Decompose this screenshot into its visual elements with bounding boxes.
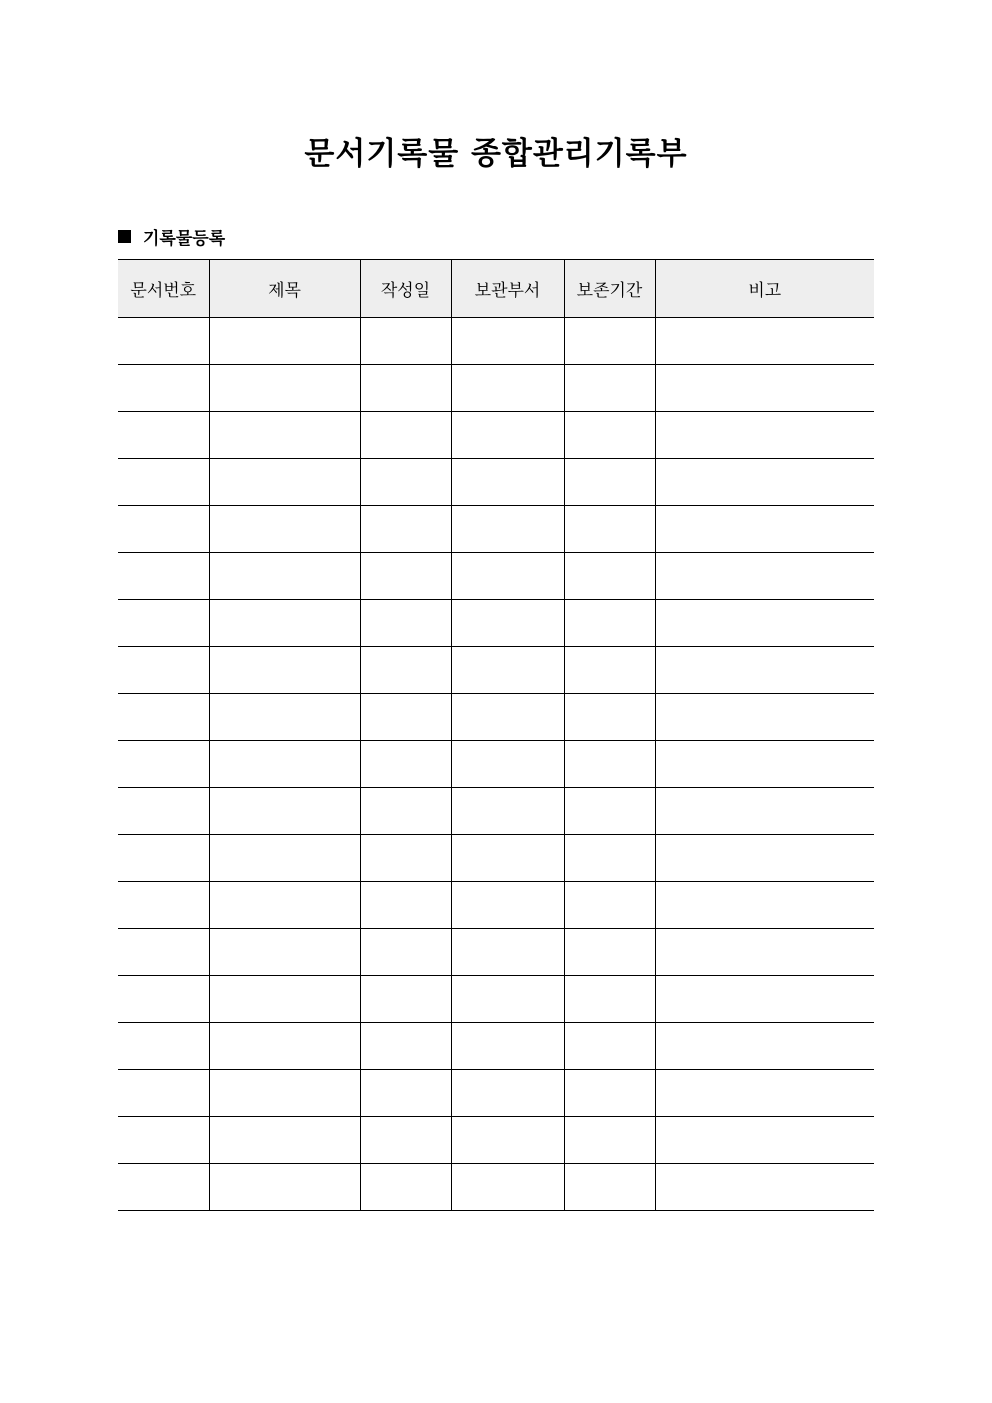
department-cell[interactable] — [451, 976, 564, 1023]
remarks-cell[interactable] — [655, 976, 874, 1023]
doc-number-cell[interactable] — [118, 506, 209, 553]
column-header-remarks: 비고 — [655, 260, 874, 318]
date-cell[interactable] — [360, 506, 451, 553]
retention-period-cell[interactable] — [564, 882, 655, 929]
doc-number-cell[interactable] — [118, 1023, 209, 1070]
retention-period-cell[interactable] — [564, 1023, 655, 1070]
doc-number-cell[interactable] — [118, 788, 209, 835]
title-cell[interactable] — [209, 929, 360, 976]
title-cell[interactable] — [209, 835, 360, 882]
table-row — [118, 1023, 874, 1070]
table-row — [118, 882, 874, 929]
table-row — [118, 365, 874, 412]
page-title: 문서기록물 종합관리기록부 — [304, 136, 688, 172]
retention-period-cell[interactable] — [564, 1164, 655, 1211]
doc-number-cell[interactable] — [118, 412, 209, 459]
doc-number-cell[interactable] — [118, 1117, 209, 1164]
doc-number-cell[interactable] — [118, 459, 209, 506]
square-bullet-icon — [118, 230, 131, 243]
remarks-cell[interactable] — [655, 1070, 874, 1117]
section-heading — [118, 222, 225, 250]
doc-number-cell[interactable] — [118, 882, 209, 929]
section-heading-label: 기록물등록 — [143, 228, 226, 249]
table-row — [118, 553, 874, 600]
remarks-cell[interactable] — [655, 741, 874, 788]
retention-period-cell[interactable] — [564, 318, 655, 365]
title-cell[interactable] — [209, 1117, 360, 1164]
date-cell[interactable] — [360, 318, 451, 365]
retention-period-cell[interactable] — [564, 553, 655, 600]
department-cell[interactable] — [451, 365, 564, 412]
remarks-cell[interactable] — [655, 1023, 874, 1070]
retention-period-cell[interactable] — [564, 835, 655, 882]
title-cell[interactable] — [209, 1164, 360, 1211]
column-header-title: 제목 — [209, 260, 360, 318]
remarks-cell[interactable] — [655, 412, 874, 459]
department-cell[interactable] — [451, 741, 564, 788]
remarks-cell[interactable] — [655, 365, 874, 412]
department-cell[interactable] — [451, 1070, 564, 1117]
retention-period-cell[interactable] — [564, 694, 655, 741]
retention-period-cell[interactable] — [564, 929, 655, 976]
retention-period-cell[interactable] — [564, 741, 655, 788]
department-cell[interactable] — [451, 835, 564, 882]
table-row — [118, 788, 874, 835]
remarks-cell[interactable] — [655, 882, 874, 929]
department-cell[interactable] — [451, 647, 564, 694]
department-cell[interactable] — [451, 600, 564, 647]
table-row — [118, 976, 874, 1023]
table-row — [118, 459, 874, 506]
table-row — [118, 1164, 874, 1211]
department-cell[interactable] — [451, 318, 564, 365]
date-cell[interactable] — [360, 882, 451, 929]
remarks-cell[interactable] — [655, 506, 874, 553]
date-cell[interactable] — [360, 553, 451, 600]
title-cell[interactable] — [209, 976, 360, 1023]
records-table — [118, 259, 874, 1211]
title-cell[interactable] — [209, 600, 360, 647]
table-row — [118, 318, 874, 365]
date-cell[interactable] — [360, 694, 451, 741]
retention-period-cell[interactable] — [564, 1070, 655, 1117]
remarks-cell[interactable] — [655, 694, 874, 741]
table-row — [118, 506, 874, 553]
department-cell[interactable] — [451, 788, 564, 835]
doc-number-cell[interactable] — [118, 1164, 209, 1211]
remarks-cell[interactable] — [655, 600, 874, 647]
department-cell[interactable] — [451, 929, 564, 976]
title-cell[interactable] — [209, 318, 360, 365]
department-cell[interactable] — [451, 694, 564, 741]
title-cell[interactable] — [209, 553, 360, 600]
title-cell[interactable] — [209, 365, 360, 412]
department-cell[interactable] — [451, 459, 564, 506]
title-cell[interactable] — [209, 1070, 360, 1117]
doc-number-cell[interactable] — [118, 318, 209, 365]
date-cell[interactable] — [360, 1070, 451, 1117]
remarks-cell[interactable] — [655, 788, 874, 835]
table-row — [118, 741, 874, 788]
table-row — [118, 929, 874, 976]
date-cell[interactable] — [360, 835, 451, 882]
title-cell[interactable] — [209, 459, 360, 506]
retention-period-cell[interactable] — [564, 788, 655, 835]
retention-period-cell[interactable] — [564, 412, 655, 459]
remarks-cell[interactable] — [655, 318, 874, 365]
doc-number-cell[interactable] — [118, 600, 209, 647]
remarks-cell[interactable] — [655, 835, 874, 882]
remarks-cell[interactable] — [655, 1164, 874, 1211]
department-cell[interactable] — [451, 553, 564, 600]
remarks-cell[interactable] — [655, 459, 874, 506]
date-cell[interactable] — [360, 976, 451, 1023]
column-header-doc-number: 문서번호 — [118, 260, 209, 318]
doc-number-cell[interactable] — [118, 553, 209, 600]
date-cell[interactable] — [360, 929, 451, 976]
column-header-retention-period: 보존기간 — [564, 260, 655, 318]
column-header-date: 작성일 — [360, 260, 451, 318]
department-cell[interactable] — [451, 882, 564, 929]
title-cell[interactable] — [209, 741, 360, 788]
doc-number-cell[interactable] — [118, 835, 209, 882]
table-row — [118, 1070, 874, 1117]
title-cell[interactable] — [209, 1023, 360, 1070]
date-cell[interactable] — [360, 459, 451, 506]
retention-period-cell[interactable] — [564, 1117, 655, 1164]
department-cell[interactable] — [451, 412, 564, 459]
table-row — [118, 694, 874, 741]
remarks-cell[interactable] — [655, 553, 874, 600]
title-cell[interactable] — [209, 788, 360, 835]
table-row — [118, 835, 874, 882]
doc-number-cell[interactable] — [118, 1070, 209, 1117]
remarks-cell[interactable] — [655, 647, 874, 694]
title-cell[interactable] — [209, 412, 360, 459]
table-row — [118, 1117, 874, 1164]
retention-period-cell[interactable] — [564, 647, 655, 694]
retention-period-cell[interactable] — [564, 365, 655, 412]
title-cell[interactable] — [209, 882, 360, 929]
retention-period-cell[interactable] — [564, 600, 655, 647]
department-cell[interactable] — [451, 1023, 564, 1070]
department-cell[interactable] — [451, 506, 564, 553]
date-cell[interactable] — [360, 1164, 451, 1211]
date-cell[interactable] — [360, 600, 451, 647]
remarks-cell[interactable] — [655, 929, 874, 976]
department-cell[interactable] — [451, 1164, 564, 1211]
date-cell[interactable] — [360, 647, 451, 694]
table-row — [118, 647, 874, 694]
table-header-row — [118, 260, 874, 318]
date-cell[interactable] — [360, 788, 451, 835]
date-cell[interactable] — [360, 412, 451, 459]
retention-period-cell[interactable] — [564, 976, 655, 1023]
table-row — [118, 412, 874, 459]
department-cell[interactable] — [451, 1117, 564, 1164]
title-cell[interactable] — [209, 647, 360, 694]
column-header-department: 보관부서 — [451, 260, 564, 318]
title-cell[interactable] — [209, 506, 360, 553]
doc-number-cell[interactable] — [118, 365, 209, 412]
doc-number-cell[interactable] — [118, 929, 209, 976]
date-cell[interactable] — [360, 741, 451, 788]
retention-period-cell[interactable] — [564, 506, 655, 553]
doc-number-cell[interactable] — [118, 647, 209, 694]
date-cell[interactable] — [360, 365, 451, 412]
doc-number-cell[interactable] — [118, 741, 209, 788]
title-cell[interactable] — [209, 694, 360, 741]
records-table-body — [118, 318, 874, 1211]
table-row — [118, 600, 874, 647]
remarks-cell[interactable] — [655, 1117, 874, 1164]
date-cell[interactable] — [360, 1117, 451, 1164]
doc-number-cell[interactable] — [118, 694, 209, 741]
retention-period-cell[interactable] — [564, 459, 655, 506]
date-cell[interactable] — [360, 1023, 451, 1070]
doc-number-cell[interactable] — [118, 976, 209, 1023]
